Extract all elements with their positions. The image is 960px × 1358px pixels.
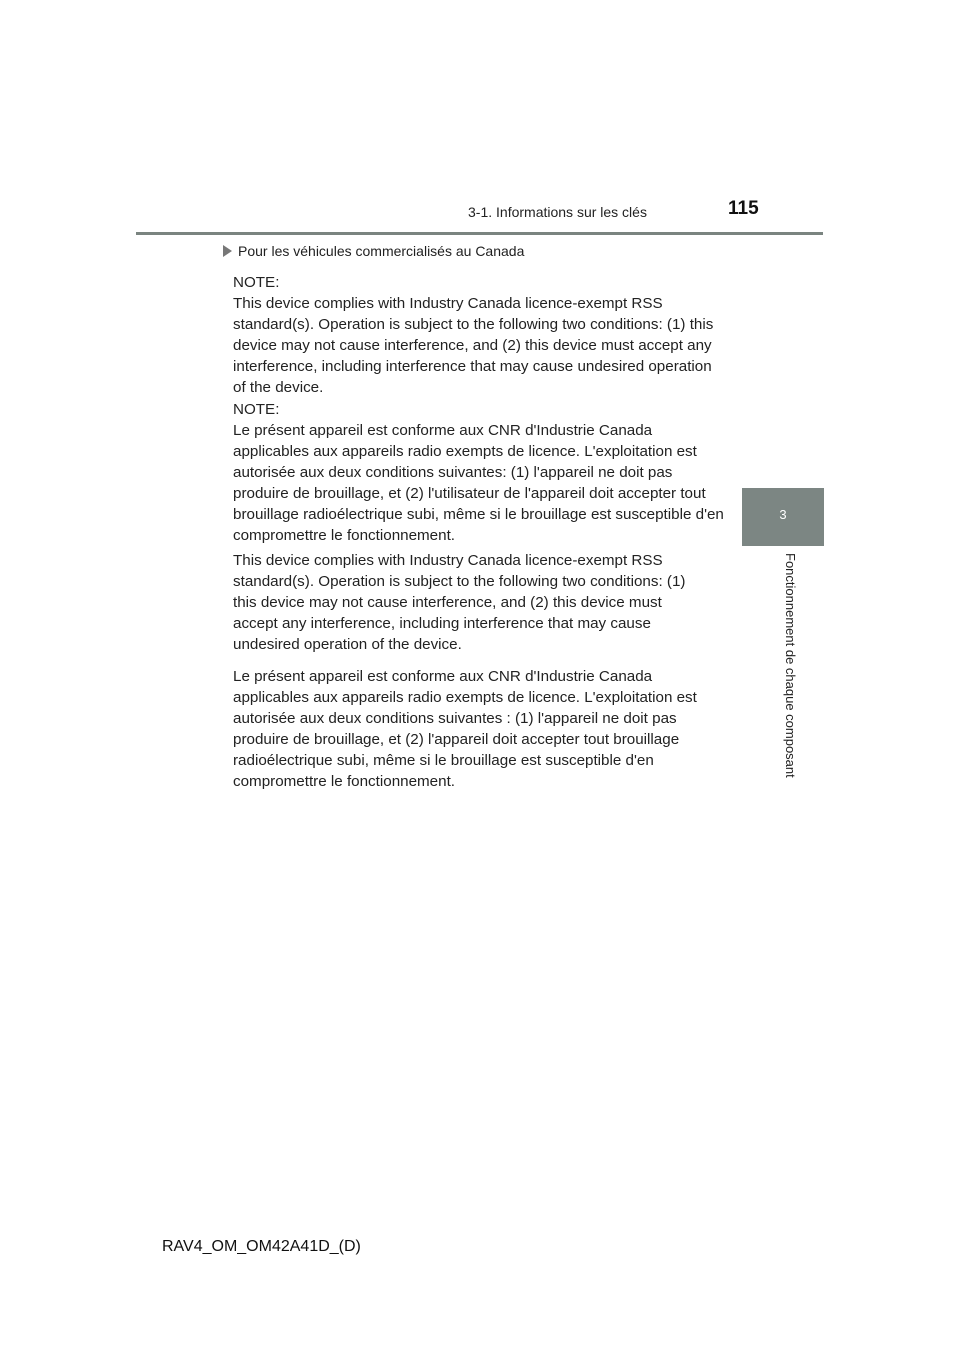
chapter-title: Fonctionnement de chaque composant (783, 553, 798, 778)
triangle-bullet-icon (223, 245, 232, 257)
bullet-heading (223, 243, 524, 259)
header-divider (136, 232, 823, 235)
notice-line: applicables aux appareils radio exempts de licence. L'exploitation est (233, 689, 697, 706)
notice-line: Le présent appareil est conforme aux CNR d'Industrie Canada (233, 668, 653, 685)
section-title: 3-1. Informations sur les clés (468, 204, 647, 220)
page-number: 115 (728, 198, 759, 219)
chapter-tab[interactable] (742, 488, 824, 546)
notice-line: device may not cause interference, and (2) this device must accept any (233, 337, 712, 354)
notice-line: Le présent appareil est conforme aux CNR d'Industrie Canada (233, 422, 653, 439)
notice-line: compromettre le fonctionnement. (233, 773, 456, 790)
notice-line: applicables aux appareils radio exempts de licence. L'exploitation est (233, 443, 697, 460)
bullet-text: Pour les véhicules commercialisés au Canada (238, 243, 525, 259)
notice-line: standard(s). Operation is subject to the following two conditions: (1) (233, 573, 686, 590)
notice-english (233, 550, 685, 655)
notice-french-note (233, 399, 724, 546)
notice-line: this device may not cause interference, and (2) this device must (233, 594, 662, 611)
notice-line: produire de brouillage, et (2) l'utilisateur de l'appareil doit accepter tout (233, 485, 706, 502)
notice-line: compromettre le fonctionnement. (233, 527, 456, 544)
notice-line: interference, including interference that may cause undesired operation (233, 358, 712, 375)
notice-line: produire de brouillage, et (2) l'appareil doit accepter tout brouillage (233, 731, 680, 748)
notice-line: of the device. (233, 379, 324, 396)
notice-english-note (233, 272, 713, 398)
notice-line: autorisée aux deux conditions suivantes : (1) l'appareil ne doit pas (233, 710, 677, 727)
notice-line: accept any interference, including interference that may cause (233, 615, 651, 632)
notice-line: NOTE: (233, 401, 280, 418)
notice-line: brouillage radioélectrique subi, même si le brouillage est susceptible d'en (233, 506, 724, 523)
notice-line: standard(s). Operation is subject to the following two conditions: (1) this (233, 316, 714, 333)
notice-french (233, 666, 697, 792)
chapter-number: 3 (779, 507, 787, 522)
notice-line: radioélectrique subi, même si le brouillage est susceptible d'en (233, 752, 654, 769)
notice-line: This device complies with Industry Canada licence-exempt RSS (233, 295, 663, 312)
notice-line: autorisée aux deux conditions suivantes: (1) l'appareil ne doit pas (233, 464, 673, 481)
notice-line: NOTE: (233, 274, 280, 291)
notice-line: This device complies with Industry Canada licence-exempt RSS (233, 552, 663, 569)
document-code: RAV4_OM_OM42A41D_(D) (162, 1238, 361, 1255)
notice-line: undesired operation of the device. (233, 636, 462, 653)
